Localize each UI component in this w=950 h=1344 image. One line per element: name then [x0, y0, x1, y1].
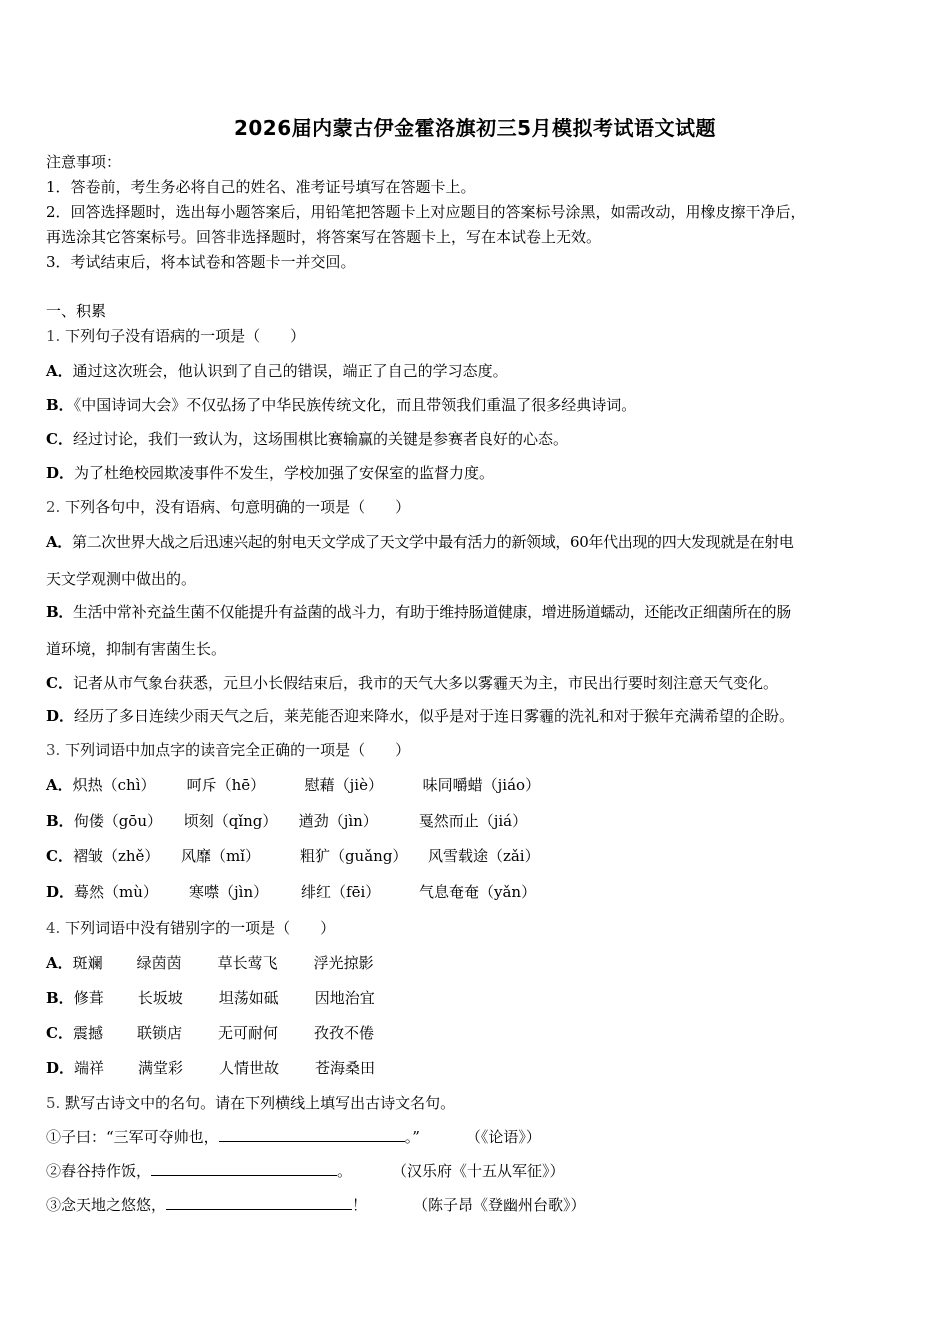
- item-text-after: ！: [352, 1196, 368, 1214]
- option-word: 粗犷（guǎng）: [299, 847, 408, 865]
- option-word: 风靡（mǐ）: [180, 847, 260, 865]
- question-stem: 下列词语中加点字的读音完全正确的一项是（ ）: [65, 741, 411, 759]
- option-label: A．: [46, 362, 73, 380]
- option-label: C．: [46, 847, 73, 865]
- item-text-after: 。: [337, 1162, 353, 1180]
- option-word: 佝偻（gōu）: [73, 812, 162, 830]
- option-label: D．: [46, 883, 75, 901]
- q4-option-a[interactable]: [46, 953, 904, 973]
- option-word: 戛然而止（jiá）: [418, 812, 528, 830]
- question-number: 3.: [46, 741, 61, 759]
- option-word: 震撼: [72, 1024, 103, 1042]
- option-label: B．: [46, 603, 73, 621]
- notice-item: 2．回答选择题时，选出每小题答案后，用铅笔把答题卡上对应题目的答案标号涂黑，如需改动，用橡皮擦干净后，: [46, 203, 806, 221]
- option-label: D．: [46, 464, 75, 482]
- option-word: 因地治宜: [314, 989, 375, 1007]
- q4-option-d[interactable]: [46, 1058, 904, 1078]
- option-word: 端祥: [74, 1059, 105, 1077]
- option-word: 苍海桑田: [315, 1059, 376, 1077]
- answer-blank[interactable]: [166, 1194, 352, 1210]
- item-source: （汉乐府《十五从军征》）: [392, 1162, 565, 1180]
- option-label: C．: [46, 674, 73, 692]
- item-source: （《论语》）: [465, 1128, 541, 1146]
- option-word: 绯红（fēi）: [301, 883, 381, 901]
- option-word: 褶皱（zhě）: [72, 847, 160, 865]
- option-word: 联锁店: [136, 1024, 182, 1042]
- question-stem: 默写古诗文中的名句。请在下列横线上填写出古诗文名句。: [65, 1094, 456, 1112]
- q1-option-d[interactable]: [46, 463, 904, 483]
- q2-option-b-cont: 道环境，抑制有害菌生长。: [46, 640, 227, 658]
- option-word: 无可耐何: [217, 1024, 278, 1042]
- item-marker: ①: [46, 1128, 62, 1146]
- option-word: 顷刻（qǐng）: [183, 812, 278, 830]
- option-word: 坦荡如砥: [218, 989, 279, 1007]
- option-word: 遒劲（jìn）: [298, 812, 378, 830]
- q1-option-a[interactable]: [46, 361, 904, 381]
- option-label: B．: [46, 396, 74, 414]
- question-stem: 下列句子没有语病的一项是（ ）: [65, 327, 306, 345]
- q3-option-d[interactable]: [46, 882, 904, 902]
- option-text: 通过这次班会，他认识到了自己的错误，端正了自己的学习态度。: [72, 362, 508, 380]
- option-word: 长坂坡: [137, 989, 183, 1007]
- q3-option-c[interactable]: [46, 846, 904, 866]
- q5-item-1: [46, 1126, 904, 1147]
- question-number: 5.: [46, 1094, 61, 1112]
- item-text-before: 舂谷持作饭，: [61, 1162, 152, 1180]
- item-marker: ②: [46, 1162, 62, 1180]
- option-word: 浮光掠影: [313, 954, 374, 972]
- item-source: （陈子昂《登幽州台歌》）: [413, 1196, 586, 1214]
- option-word: 慰藉（jiè）: [304, 776, 383, 794]
- option-word: 味同嚼蜡（jiáo）: [422, 776, 541, 794]
- question-3: [46, 740, 904, 760]
- question-stem: 下列各句中，没有语病、句意明确的一项是（ ）: [65, 498, 411, 516]
- question-number: 2.: [46, 498, 61, 516]
- answer-blank[interactable]: [219, 1126, 405, 1142]
- notice-item: 3．考试结束后，将本试卷和答题卡一并交回。: [46, 253, 356, 271]
- item-text-after: 。”: [404, 1128, 420, 1146]
- option-label: A．: [46, 776, 73, 794]
- option-word: 呵斥（hē）: [186, 776, 266, 794]
- option-label: B．: [46, 989, 74, 1007]
- section-heading: 一、积累: [46, 302, 107, 320]
- item-text-before: 念天地之悠悠，: [61, 1196, 167, 1214]
- option-word: 人情世故: [219, 1059, 280, 1077]
- answer-blank[interactable]: [151, 1160, 337, 1176]
- q1-option-b[interactable]: [46, 395, 904, 415]
- option-word: 满堂彩: [138, 1059, 184, 1077]
- option-word: 斑斓: [72, 954, 103, 972]
- option-text: 记者从市气象台获悉，元旦小长假结束后，我市的天气大多以雾霾天为主，市民出行要时刻注意天气变化。: [72, 674, 778, 692]
- q2-option-a-cont: 天文学观测中做出的。: [46, 570, 197, 588]
- q1-option-c[interactable]: [46, 429, 904, 449]
- q2-option-a[interactable]: [46, 532, 904, 552]
- option-label: C．: [46, 430, 73, 448]
- q4-option-c[interactable]: [46, 1023, 904, 1043]
- notice-heading: 注意事项：: [46, 153, 122, 171]
- q4-option-b[interactable]: [46, 988, 904, 1008]
- q5-item-2: [46, 1160, 904, 1181]
- option-text: 经过讨论，我们一致认为，这场围棋比赛输赢的关键是参赛者良好的心态。: [72, 430, 568, 448]
- question-5: [46, 1093, 904, 1113]
- q5-item-3: [46, 1194, 904, 1215]
- question-4: [46, 918, 904, 938]
- item-text-before: 子曰：“三军可夺帅也，: [61, 1128, 219, 1146]
- page-title: 2026届内蒙古伊金霍洛旗初三5月模拟考试语文试题: [233, 116, 717, 140]
- q2-option-c[interactable]: [46, 673, 904, 693]
- q3-option-b[interactable]: [46, 811, 904, 831]
- option-word: 孜孜不倦: [313, 1024, 374, 1042]
- notice-item: 再选涂其它答案标号。回答非选择题时，将答案写在答题卡上，写在本试卷上无效。: [46, 228, 602, 246]
- option-label: A．: [46, 954, 73, 972]
- option-text: 为了杜绝校园欺凌事件不发生，学校加强了安保室的监督力度。: [74, 464, 495, 482]
- option-label: C．: [46, 1024, 73, 1042]
- option-text: 经历了多日连续少雨天气之后，莱芜能否迎来降水，似乎是对于连日雾霾的洗礼和对于猴年充满希望的企盼。: [74, 707, 795, 725]
- option-label: D．: [46, 1059, 75, 1077]
- option-text: 第二次世界大战之后迅速兴起的射电天文学成了天文学中最有活力的新领域，60年代出现的四大发现就是在射电: [71, 533, 794, 551]
- question-number: 1.: [46, 327, 61, 345]
- question-stem: 下列词语中没有错别字的一项是（ ）: [65, 919, 336, 937]
- question-number: 4.: [46, 919, 61, 937]
- question-2: [46, 497, 904, 517]
- option-label: B．: [46, 812, 74, 830]
- option-word: 绿茵茵: [136, 954, 182, 972]
- option-word: 风雪载途（zǎi）: [427, 847, 540, 865]
- option-word: 修葺: [73, 989, 104, 1007]
- question-1: [46, 326, 904, 346]
- option-word: 炽热（chì）: [72, 776, 156, 794]
- q2-option-d[interactable]: [46, 706, 904, 726]
- q2-option-b[interactable]: [46, 602, 904, 622]
- q3-option-a[interactable]: [46, 775, 904, 795]
- option-word: 气息奄奄（yǎn）: [419, 883, 537, 901]
- option-word: 蓦然（mù）: [74, 883, 158, 901]
- option-label: A．: [46, 533, 72, 551]
- item-marker: ③: [46, 1196, 62, 1214]
- notice-item: 1．答卷前，考生务必将自己的姓名、准考证号填写在答题卡上。: [46, 178, 476, 196]
- option-label: D．: [46, 707, 75, 725]
- option-word: 草长莺飞: [217, 954, 278, 972]
- option-word: 寒噤（jìn）: [189, 883, 269, 901]
- option-text: 《中国诗词大会》不仅弘扬了中华民族传统文化，而且带领我们重温了很多经典诗词。: [73, 396, 637, 414]
- option-text: 生活中常补充益生菌不仅能提升有益菌的战斗力，有助于维持肠道健康，增进肠道蠕动，还能改正细菌所在的肠: [72, 603, 791, 621]
